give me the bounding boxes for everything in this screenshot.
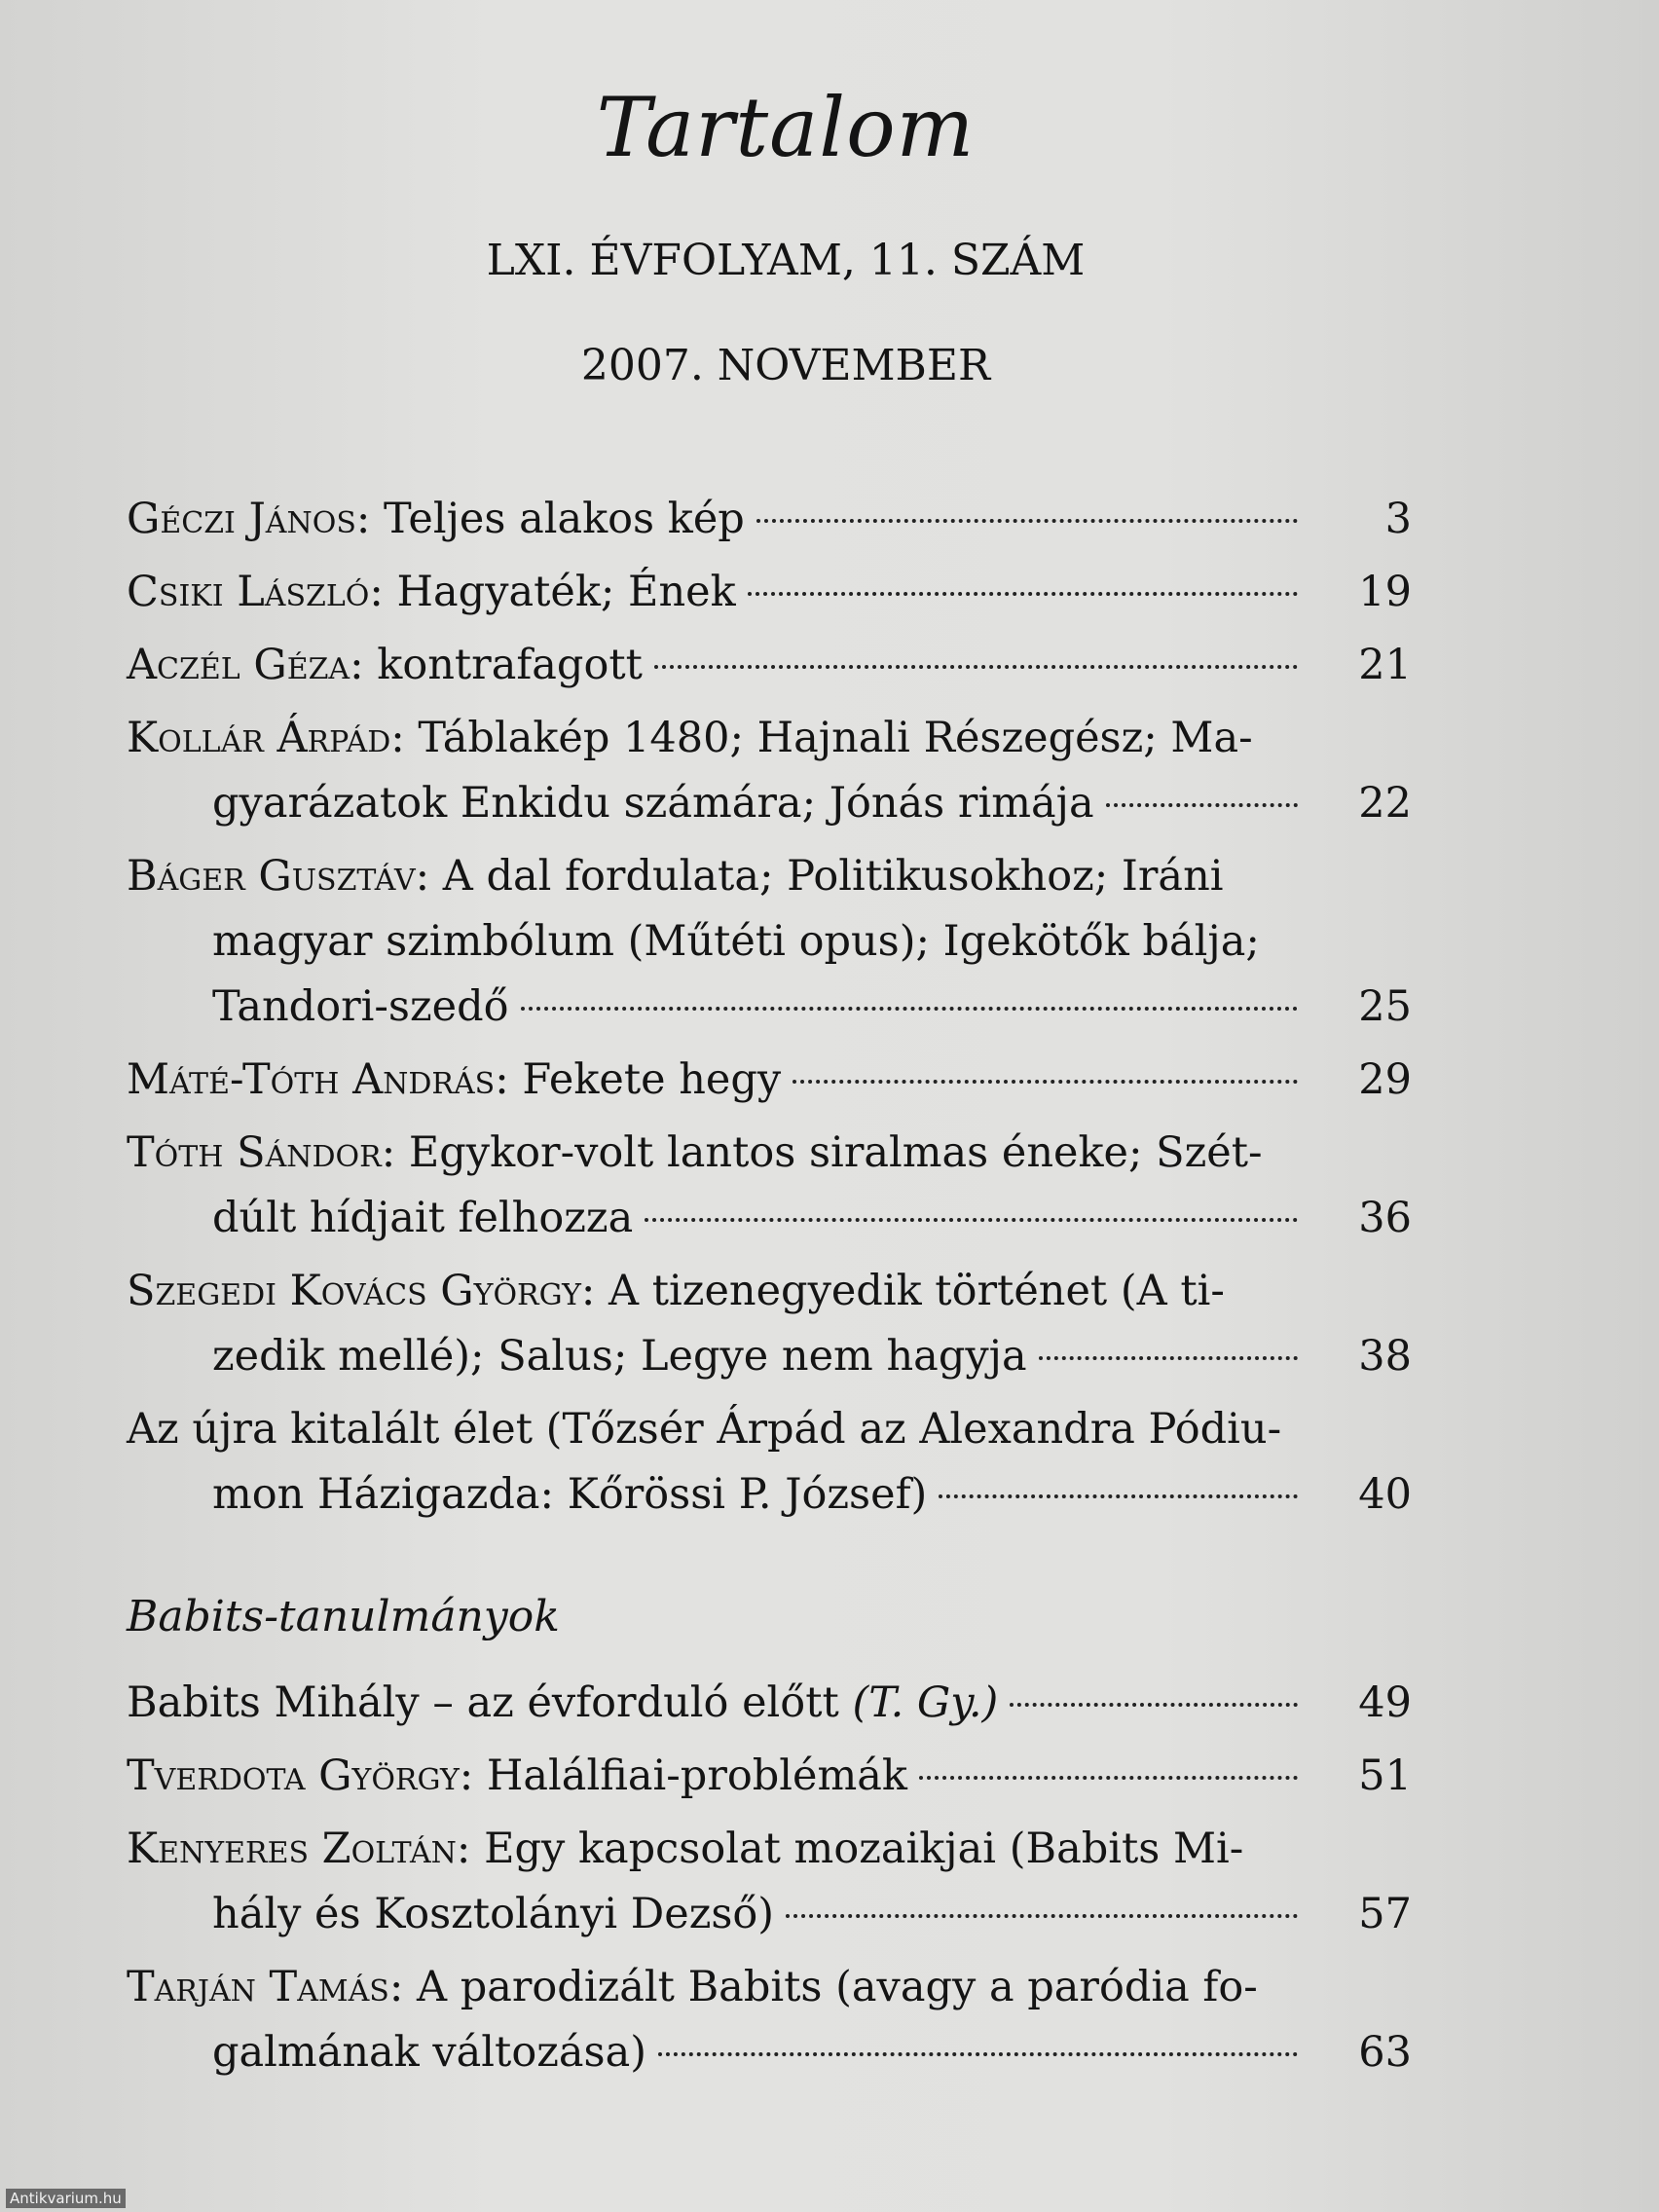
toc-entry (127, 844, 1412, 1040)
page-number: 21 (1358, 641, 1412, 689)
toc-entry-line (127, 771, 1412, 836)
toc-entries (127, 487, 1412, 1528)
entry-title: : A parodizált Babits (avagy a paródia fo- (388, 1963, 1258, 2011)
toc-entry-line (127, 1324, 1412, 1389)
toc-entry-line (127, 1186, 1412, 1251)
toc-entry (127, 487, 1412, 552)
entry-title: : A tizenegyedik történet (A ti- (580, 1267, 1225, 1315)
entry-text (127, 1671, 998, 1736)
dot-leader (939, 1494, 1298, 1498)
entry-text (212, 1186, 633, 1251)
entry-text (212, 1324, 1027, 1389)
toc-entry (127, 1259, 1412, 1389)
toc-entry-line (127, 1121, 1412, 1186)
entry-author: Kollár Árpád (127, 714, 391, 762)
entry-author: Tarján Tamás (127, 1963, 389, 2011)
entry-text (127, 633, 643, 698)
page-number: 36 (1358, 1194, 1412, 1242)
toc-entry-line (127, 487, 1412, 552)
entry-text (127, 1121, 1263, 1186)
toc-entry (127, 1397, 1412, 1528)
toc-entry-line (127, 1048, 1412, 1113)
section-title: Babits-tanulmányok (127, 1592, 560, 1641)
toc-entry (127, 1955, 1412, 2085)
entry-text (127, 1397, 1281, 1462)
toc-entry-line (127, 975, 1412, 1040)
page-number: 19 (1358, 568, 1412, 616)
toc-entry (127, 1121, 1412, 1251)
toc-entry-line (127, 1744, 1412, 1809)
entry-title: : Halálfiai-problémák (459, 1751, 907, 1800)
page-title: Tartalom (596, 80, 976, 175)
entry-title: : Fekete hegy (495, 1055, 782, 1104)
volume-label: LXI. ÉVFOLYAM, 11. SZÁM (486, 236, 1086, 285)
toc-entry-line (127, 706, 1412, 771)
entry-author: Tverdota György (127, 1751, 460, 1800)
dot-leader (793, 1080, 1298, 1084)
entry-text (127, 706, 1253, 771)
dot-leader (748, 592, 1298, 596)
dot-leader (919, 1776, 1298, 1780)
toc-entry (127, 1048, 1412, 1113)
toc-entry (127, 560, 1412, 625)
entry-title: : Teljes alakos kép (355, 495, 745, 543)
entry-title: : Egy kapcsolat mozaikjai (Babits Mi- (456, 1825, 1244, 1873)
toc-entry-line (127, 1671, 1412, 1736)
entry-text (127, 844, 1224, 909)
entry-text (212, 1882, 774, 1947)
watermark: Antikvarium.hu (6, 2189, 126, 2208)
toc-entry-line (127, 1462, 1412, 1528)
entry-author: Szegedi Kovács György (127, 1267, 581, 1315)
toc-entry-line (127, 633, 1412, 698)
entry-title: magyar szimbólum (Műtéti opus); Igekötők bálja; (212, 917, 1260, 966)
table-of-contents (127, 487, 1412, 2093)
toc-entry (127, 633, 1412, 698)
toc-entry (127, 1744, 1412, 1809)
entry-title: gyarázatok Enkidu számára; Jónás rimája (212, 779, 1094, 828)
entry-author: Tóth Sándor (127, 1128, 382, 1177)
toc-entry-line (127, 1397, 1412, 1462)
entry-title: Babits Mihály – az évforduló előtt (127, 1678, 853, 1727)
entry-credit: (T. Gy.) (852, 1678, 999, 1727)
page-number: 25 (1358, 982, 1412, 1031)
page-number: 49 (1358, 1678, 1412, 1727)
toc-entry-line (127, 1882, 1412, 1947)
entry-text (212, 909, 1260, 975)
entry-text (212, 975, 509, 1040)
toc-entry (127, 1817, 1412, 1947)
entry-author: Csiki László (127, 568, 370, 616)
entry-title: : Táblakép 1480; Hajnali Részegész; Ma- (390, 714, 1253, 762)
entry-title: Tandori-szedő (212, 982, 509, 1031)
entry-text (127, 1048, 781, 1113)
entry-text (212, 771, 1094, 836)
issue-date: 2007. NOVEMBER (580, 341, 991, 390)
page-number: 3 (1384, 495, 1412, 543)
entry-title: mon Házigazda: Kőrössi P. József) (212, 1470, 928, 1519)
entry-author: Géczi János (127, 495, 356, 543)
entry-text (127, 1259, 1225, 1324)
entry-title: hály és Kosztolányi Dezső) (212, 1890, 775, 1938)
entry-author: Kenyeres Zoltán (127, 1825, 457, 1873)
toc-entry (127, 706, 1412, 836)
toc-entry-line (127, 2020, 1412, 2085)
page-number: 22 (1358, 779, 1412, 828)
dot-leader (645, 1218, 1298, 1222)
page-number: 51 (1358, 1751, 1412, 1800)
toc-entry-line (127, 1817, 1412, 1882)
entry-author: Máté-Tóth András (127, 1055, 496, 1104)
entry-title: galmának változása) (212, 2028, 646, 2077)
section-entries (127, 1671, 1412, 2085)
toc-entry-line (127, 909, 1412, 975)
entry-text (127, 1817, 1243, 1882)
page-number: 57 (1358, 1890, 1412, 1938)
page-number: 38 (1358, 1332, 1412, 1381)
entry-author: Aczél Géza (127, 641, 350, 689)
dot-leader (1106, 803, 1298, 807)
toc-entry (127, 1671, 1412, 1736)
entry-text (127, 487, 745, 552)
dot-leader (1039, 1356, 1298, 1360)
entry-title: Az újra kitalált élet (Tőzsér Árpád az Alexandra Pódiu- (127, 1405, 1282, 1454)
dot-leader (756, 519, 1298, 523)
page-number: 63 (1358, 2028, 1412, 2077)
entry-title: : A dal fordulata; Politikusokhoz; Iráni (415, 852, 1224, 901)
toc-entry-line (127, 1955, 1412, 2020)
entry-author: Báger Gusztáv (127, 852, 416, 901)
toc-entry-line (127, 560, 1412, 625)
page-number: 29 (1358, 1055, 1412, 1104)
entry-title: zedik mellé); Salus; Legye nem hagyja (212, 1332, 1027, 1381)
dot-leader (658, 2052, 1298, 2056)
entry-title: dúlt hídjait felhozza (212, 1194, 634, 1242)
dot-leader (654, 665, 1298, 669)
entry-text (212, 1462, 927, 1528)
entry-text (212, 2020, 646, 2085)
dot-leader (1010, 1703, 1298, 1707)
page-number: 40 (1358, 1470, 1412, 1519)
toc-entry-line (127, 844, 1412, 909)
entry-title: : Hagyaték; Ének (369, 568, 736, 616)
entry-text (127, 1744, 907, 1809)
entry-text (127, 560, 736, 625)
entry-title: : Egykor-volt lantos siralmas éneke; Szét- (381, 1128, 1263, 1177)
dot-leader (786, 1914, 1298, 1918)
entry-title: : kontrafagott (350, 641, 643, 689)
dot-leader (521, 1007, 1298, 1011)
toc-entry-line (127, 1259, 1412, 1324)
entry-text (127, 1955, 1258, 2020)
